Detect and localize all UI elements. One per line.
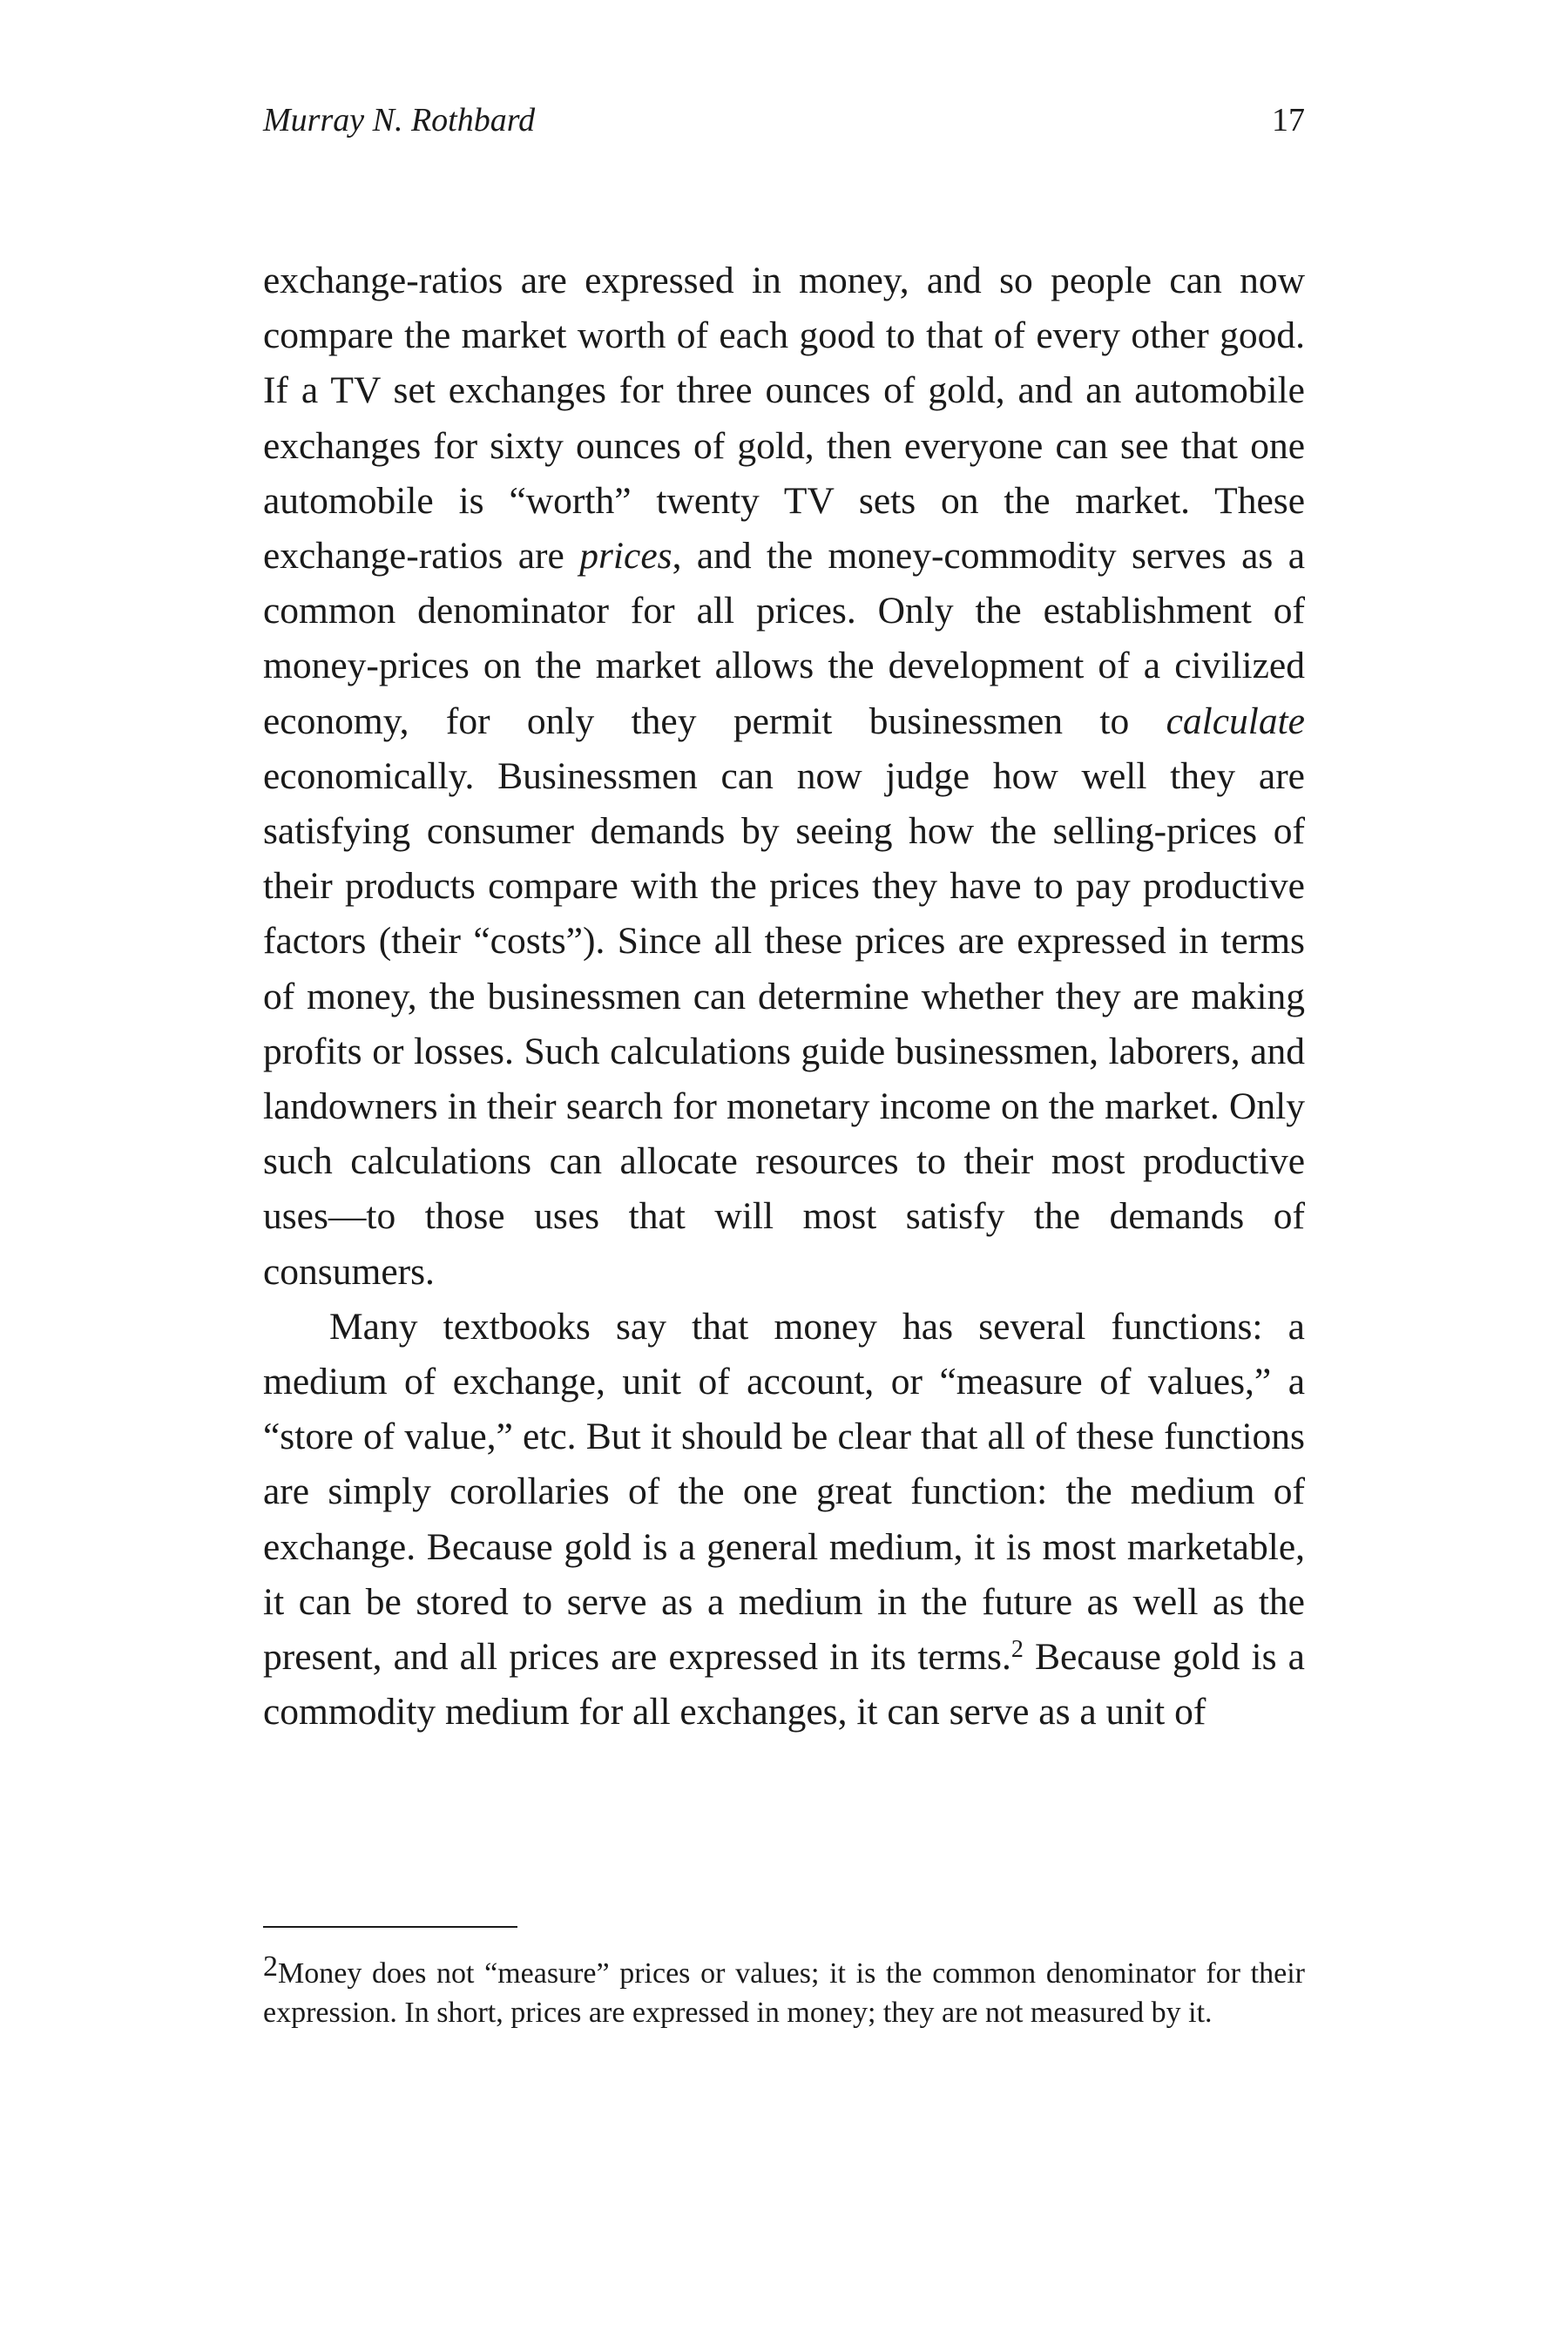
paragraph-2: [263, 1300, 1305, 1740]
emphasis-calculate: calculate: [1166, 700, 1305, 742]
footnote-reference[interactable]: 2: [1010, 1636, 1024, 1664]
paragraph-1: [263, 253, 1305, 1300]
footnote: [263, 1950, 1305, 2032]
paragraph-2-text-b: Because gold is a commodity medium for all exchanges, it can serve as a unit of: [263, 1636, 1305, 1734]
running-head: [263, 94, 1305, 146]
running-head-author: Murray N. Rothbard: [263, 102, 536, 139]
body-text: [263, 253, 1305, 1740]
paragraph-2-text-a: Many textbooks say that money has several functions: a medium of exchange, unit of account, or “measure of values,” a “store of value,” etc. But it should be clear that all of these functions are simply corollaries of the one great function: the medium of exchange. Because gold is a general medium, it is most marketable, it can be stored to serve as a medium in the future as well as the present, and all prices are expressed in its terms.: [263, 1305, 1305, 1679]
page-number: 17: [1272, 102, 1305, 139]
footnote-text: Money does not “measure” prices or values; it is the common denominator for their expression. In short, prices are expressed in money; they are not measured by it.: [263, 1957, 1305, 2029]
footnote-divider: [263, 1926, 517, 1928]
emphasis-prices: prices: [579, 535, 672, 578]
paragraph-1-text-b: , and the money-commodity serves as a common denominator for all prices. Only the establishment of money-prices on the market allows the development of a civilized economy, for only they permit businessmen to: [263, 535, 1305, 742]
paragraph-1-text-a: exchange-ratios are expressed in money, and so people can now compare the market worth of each good to that of every other good. If a TV set exchanges for three ounces of gold, and an automobile exchanges for sixty ounces of gold, then everyone can see that one automobile is “worth” twenty TV sets on the market. These exchange-ratios are: [263, 260, 1305, 578]
paragraph-1-text-c: economically. Businessmen can now judge how well they are satisfying consumer demands by seeing how the selling-prices of their products compare with the prices they have to pay productive factors (their “costs”). Since all these prices are expressed in terms of money, the businessmen can determine whether they are making profits or losses. Such calculations guide businessmen, laborers, and landowners in their search for monetary income on the market. Only such calculations can allocate resources to their most productive uses—to those uses that will most satisfy the demands of consumers.: [263, 754, 1305, 1293]
footnote-marker: 2: [263, 1950, 278, 1983]
